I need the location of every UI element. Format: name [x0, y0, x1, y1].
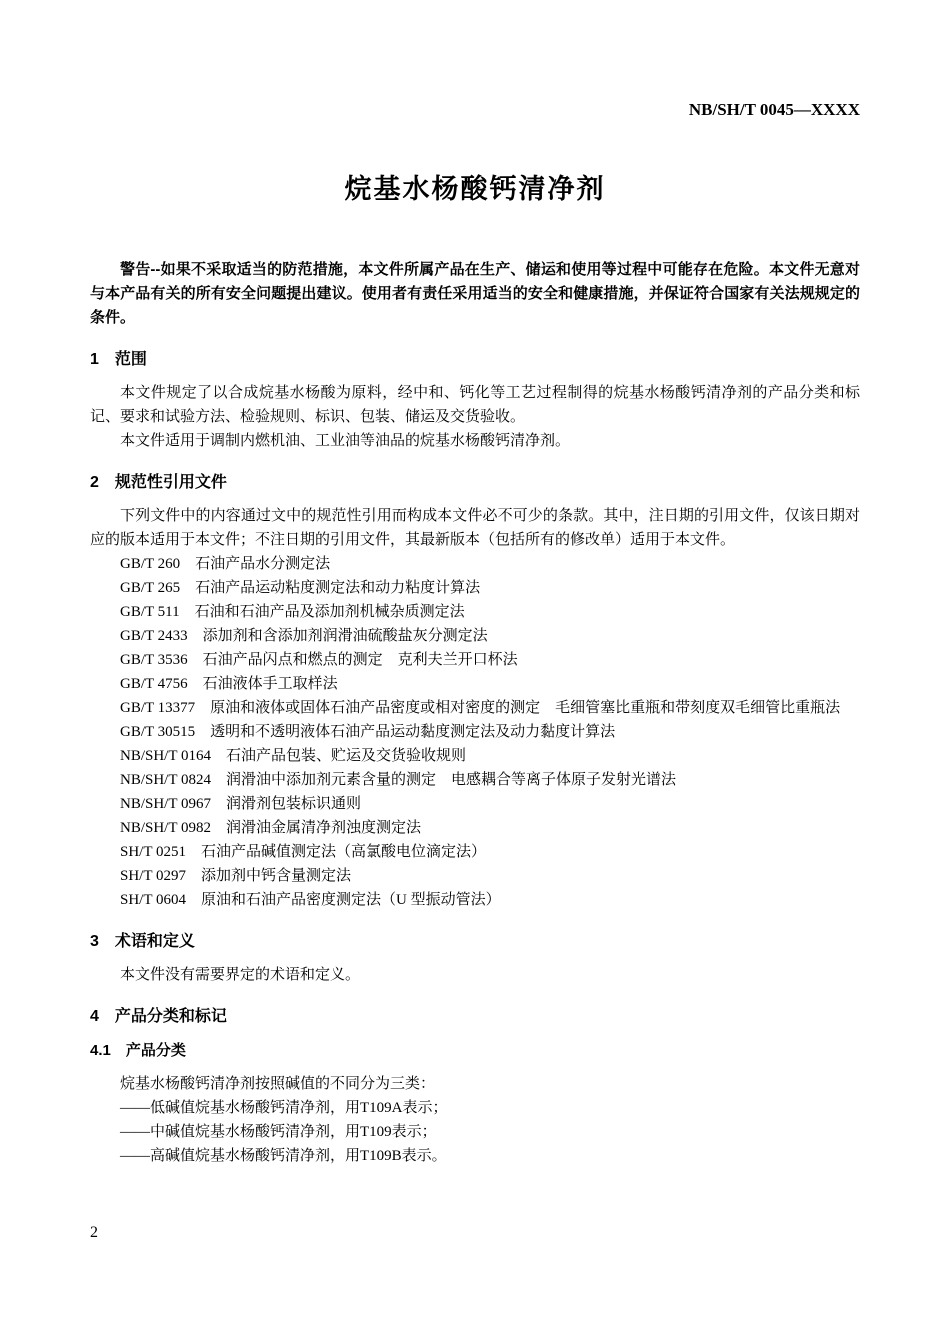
reference-item: SH/T 0297 添加剂中钙含量测定法	[120, 868, 351, 884]
classification-item: ——低碱值烷基水杨酸钙清净剂，用T109A表示；	[120, 1100, 448, 1116]
document-header	[90, 100, 860, 120]
reference-item: GB/T 30515 透明和不透明液体石油产品运动黏度测定法及动力黏度计算法	[120, 724, 616, 740]
classification-item: ——中碱值烷基水杨酸钙清净剂，用T109表示；	[120, 1124, 437, 1140]
document-title: 烷基水杨酸钙清净剂	[344, 174, 606, 204]
reference-item: SH/T 0604 原油和石油产品密度测定法（U 型振动管法）	[120, 892, 501, 908]
classification-item: ——高碱值烷基水杨酸钙清净剂，用T109B表示。	[120, 1148, 447, 1164]
reference-item: GB/T 265 石油产品运动粘度测定法和动力粘度计算法	[120, 580, 481, 596]
reference-item: GB/T 2433 添加剂和含添加剂润滑油硫酸盐灰分测定法	[120, 628, 488, 644]
scope-paragraph-1: 本文件规定了以合成烷基水杨酸为原料，经中和、钙化等工艺过程制得的烷基水杨酸钙清净剂的产品分类和标记、要求和试验方法、检验规则、标识、包装、储运及交货验收。	[90, 385, 860, 425]
page-number: 2	[90, 1224, 98, 1241]
section-2-heading: 2 规范性引用文件	[90, 474, 227, 491]
scope-paragraph-2: 本文件适用于调制内燃机油、工业油等油品的烷基水杨酸钙清净剂。	[120, 433, 571, 449]
reference-item: NB/SH/T 0824 润滑油中添加剂元素含量的测定 电感耦合等离子体原子发射光谱法	[120, 772, 676, 788]
classification-intro: 烷基水杨酸钙清净剂按照碱值的不同分为三类：	[120, 1076, 436, 1092]
reference-item: NB/SH/T 0164 石油产品包装、贮运及交货验收规则	[120, 748, 466, 764]
terms-paragraph: 本文件没有需要界定的术语和定义。	[120, 967, 361, 983]
section-4-heading: 4 产品分类和标记	[90, 1008, 227, 1025]
reference-item: SH/T 0251 石油产品碱值测定法（高氯酸电位滴定法）	[120, 844, 486, 860]
section-1-heading: 1 范围	[90, 351, 147, 368]
reference-item: GB/T 4756 石油液体手工取样法	[120, 676, 338, 692]
reference-item: NB/SH/T 0982 润滑油金属清净剂浊度测定法	[120, 820, 421, 836]
reference-item: GB/T 511 石油和石油产品及添加剂机械杂质测定法	[120, 604, 465, 620]
section-4-1-heading: 4.1 产品分类	[90, 1042, 186, 1059]
section-3-heading: 3 术语和定义	[90, 933, 195, 950]
warning-paragraph: 警告--如果不采取适当的防范措施，本文件所属产品在生产、储运和使用等过程中可能存在危险。本文件无意对与本产品有关的所有安全问题提出建议。使用者有责任采用适当的安全和健康措施，并保证符合国家有关法规规定的条件。	[90, 261, 860, 326]
reference-item: GB/T 3536 石油产品闪点和燃点的测定 克利夫兰开口杯法	[120, 652, 518, 668]
reference-item: NB/SH/T 0967 润滑剂包装标识通则	[120, 796, 361, 812]
reference-item: GB/T 13377 原油和液体或固体石油产品密度或相对密度的测定 毛细管塞比重瓶和带刻度双毛细管比重瓶法	[120, 700, 841, 716]
references-intro: 下列文件中的内容通过文中的规范性引用而构成本文件必不可少的条款。其中，注日期的引用文件，仅该日期对应的版本适用于本文件；不注日期的引用文件，其最新版本（包括所有的修改单）适用于本文件。	[90, 508, 860, 548]
reference-item: GB/T 260 石油产品水分测定法	[120, 556, 331, 572]
standard-number: NB/SH/T 0045—XXXX	[688, 100, 860, 119]
